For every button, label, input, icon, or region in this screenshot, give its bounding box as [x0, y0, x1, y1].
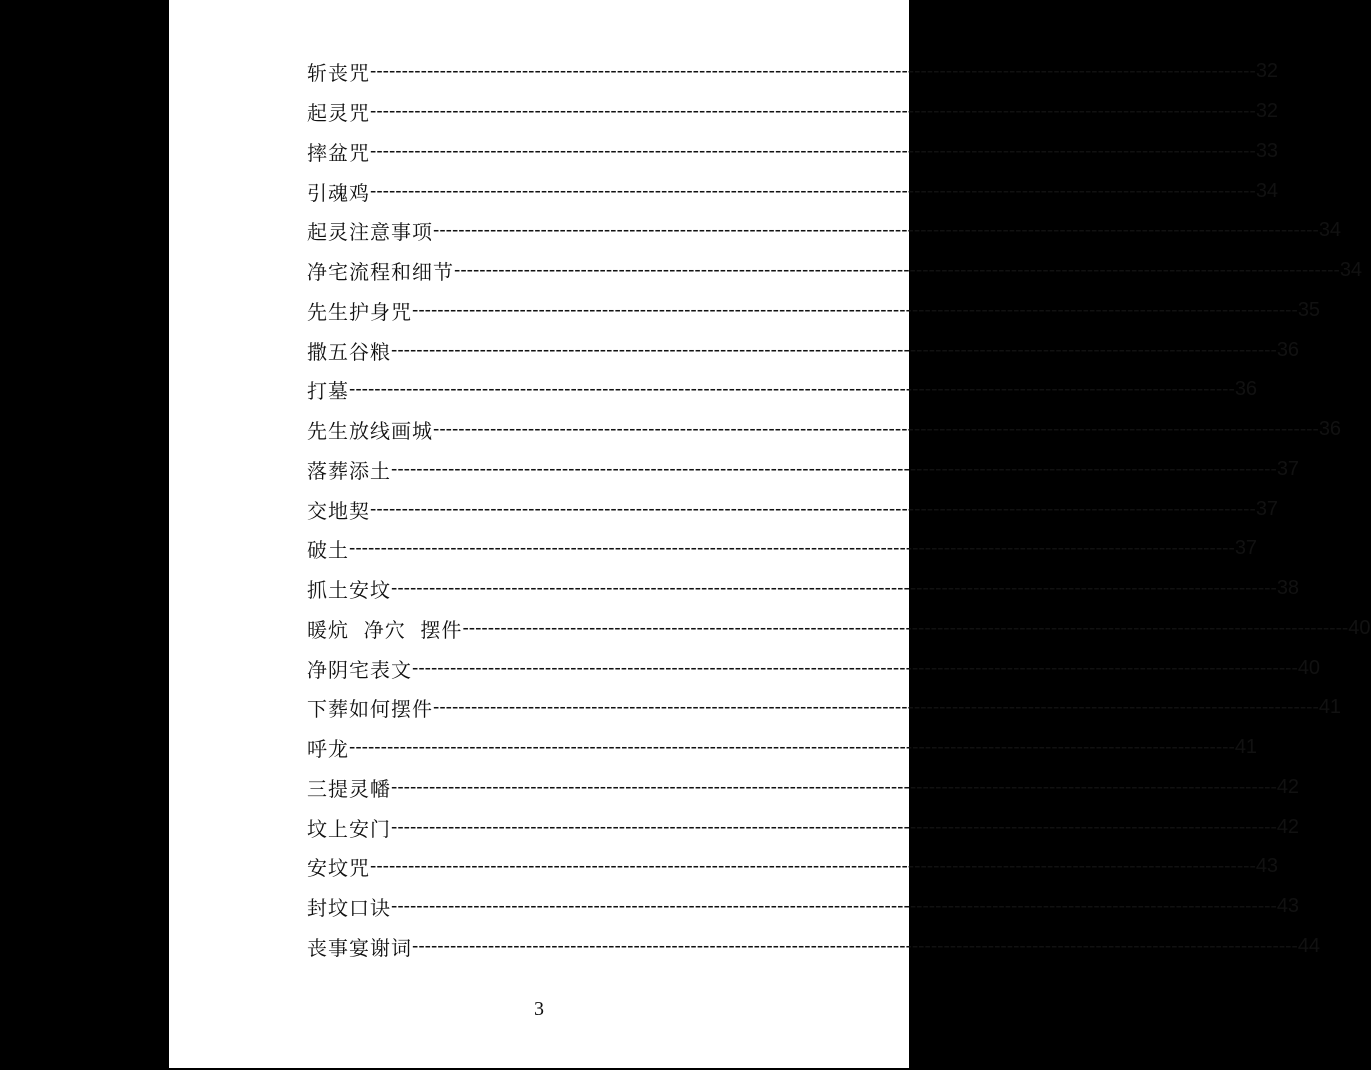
toc-entry-title: 呼龙 — [307, 737, 349, 762]
toc-dot-leader: -------------------------------------------------------------------------------------------------------------------------------------------- — [370, 180, 1256, 202]
toc-entry-title: 摔盆咒 — [307, 140, 370, 165]
toc-dot-leader: -------------------------------------------------------------------------------------------------------------------------------------------- — [370, 61, 1256, 83]
toc-entry-page-number: 34 — [1255, 179, 1279, 202]
toc-entry-title: 落葬添土 — [307, 458, 391, 483]
toc-entry-page-number: 42 — [1276, 815, 1300, 838]
toc-entry[interactable] — [307, 92, 1279, 132]
toc-dot-leader: -------------------------------------------------------------------------------------------------------------------------------------------- — [433, 419, 1319, 441]
toc-dot-leader: -------------------------------------------------------------------------------------------------------------------------------------------- — [462, 617, 1349, 639]
toc-entry-title: 封坟口诀 — [307, 896, 391, 921]
toc-entry-title: 破土 — [307, 538, 349, 563]
toc-dot-leader: -------------------------------------------------------------------------------------------------------------------------------------------- — [391, 776, 1277, 798]
toc-entry-page-number: 43 — [1276, 895, 1300, 918]
toc-entry[interactable] — [307, 648, 1321, 688]
toc-entry-page-number: 44 — [1297, 934, 1321, 957]
toc-entry-title: 斩丧咒 — [307, 61, 370, 86]
toc-entry-title: 引魂鸡 — [307, 180, 370, 205]
toc-entry[interactable] — [307, 768, 1300, 808]
toc-entry-page-number: 34 — [1339, 259, 1363, 282]
toc-entry-title: 起灵咒 — [307, 101, 370, 126]
toc-entry-title: 打墓 — [307, 379, 349, 404]
toc-entry-page-number: 43 — [1255, 855, 1279, 878]
toc-entry-title: 先生护身咒 — [307, 299, 412, 324]
toc-dot-leader: -------------------------------------------------------------------------------------------------------------------------------------------- — [391, 578, 1277, 600]
toc-dot-leader: -------------------------------------------------------------------------------------------------------------------------------------------- — [391, 458, 1277, 480]
toc-dot-leader: -------------------------------------------------------------------------------------------------------------------------------------------- — [370, 101, 1256, 123]
document-page — [169, 0, 1371, 1068]
toc-dot-leader: -------------------------------------------------------------------------------------------------------------------------------------------- — [391, 896, 1277, 918]
toc-dot-leader: -------------------------------------------------------------------------------------------------------------------------------------------- — [349, 538, 1235, 560]
page-number: 3 — [534, 998, 544, 1020]
toc-dot-leader: -------------------------------------------------------------------------------------------------------------------------------------------- — [391, 339, 1277, 361]
toc-entry-page-number: 33 — [1255, 139, 1279, 162]
toc-dot-leader: -------------------------------------------------------------------------------------------------------------------------------------------- — [370, 140, 1256, 162]
toc-entry-title: 安坟咒 — [307, 856, 370, 881]
toc-entry-title: 先生放线画城 — [307, 419, 433, 444]
toc-dot-leader: -------------------------------------------------------------------------------------------------------------------------------------------- — [433, 697, 1319, 719]
toc-entry[interactable] — [307, 927, 1321, 967]
toc-entry[interactable] — [307, 728, 1258, 768]
toc-dot-leader: -------------------------------------------------------------------------------------------------------------------------------------------- — [370, 856, 1256, 878]
toc-entry-page-number: 32 — [1255, 100, 1279, 123]
toc-entry-title: 丧事宴谢词 — [307, 935, 412, 960]
toc-entry-title: 净阴宅表文 — [307, 657, 412, 682]
toc-entry-title: 下葬如何摆件 — [307, 697, 433, 722]
toc-entry[interactable] — [307, 489, 1279, 529]
toc-dot-leader: -------------------------------------------------------------------------------------------------------------------------------------------- — [454, 260, 1340, 282]
toc-entry-title: 暖炕 净穴 摆件 — [307, 617, 463, 642]
toc-entry-page-number: 40 — [1297, 656, 1321, 679]
toc-entry-title: 抓土安坟 — [307, 578, 391, 603]
toc-entry[interactable] — [307, 251, 1363, 291]
toc-entry-page-number: 34 — [1318, 219, 1342, 242]
toc-entry[interactable] — [307, 211, 1342, 251]
toc-entry[interactable] — [307, 291, 1321, 331]
toc-entry-title: 净宅流程和细节 — [307, 260, 454, 285]
toc-entry-page-number: 40 — [1348, 616, 1371, 639]
toc-dot-leader: -------------------------------------------------------------------------------------------------------------------------------------------- — [391, 816, 1277, 838]
toc-dot-leader: -------------------------------------------------------------------------------------------------------------------------------------------- — [412, 299, 1298, 321]
toc-entry-page-number: 36 — [1234, 378, 1258, 401]
toc-entry[interactable] — [307, 887, 1300, 927]
toc-entry-page-number: 37 — [1234, 537, 1258, 560]
toc-entry[interactable] — [307, 370, 1258, 410]
toc-dot-leader: -------------------------------------------------------------------------------------------------------------------------------------------- — [349, 379, 1235, 401]
toc-entry[interactable] — [307, 529, 1258, 569]
toc-entry-page-number: 41 — [1318, 696, 1342, 719]
toc-entry[interactable] — [307, 132, 1279, 172]
toc-entry[interactable] — [307, 450, 1300, 490]
toc-entry-title: 撒五谷粮 — [307, 339, 391, 364]
toc-entry-page-number: 42 — [1276, 775, 1300, 798]
toc-entry-page-number: 41 — [1234, 736, 1258, 759]
toc-entry-page-number: 32 — [1255, 60, 1279, 83]
toc-entry-page-number: 35 — [1297, 298, 1321, 321]
toc-entry[interactable] — [307, 609, 1371, 649]
toc-dot-leader: -------------------------------------------------------------------------------------------------------------------------------------------- — [433, 220, 1319, 242]
toc-entry-title: 交地契 — [307, 498, 370, 523]
toc-entry[interactable] — [307, 569, 1300, 609]
toc-entry[interactable] — [307, 688, 1342, 728]
toc-entry-title: 起灵注意事项 — [307, 220, 433, 245]
toc-entry[interactable] — [307, 807, 1300, 847]
toc-entry[interactable] — [307, 330, 1300, 370]
toc-entry[interactable] — [307, 410, 1342, 450]
toc-entry-page-number: 37 — [1255, 497, 1279, 520]
toc-entry[interactable] — [307, 52, 1279, 92]
toc-dot-leader: -------------------------------------------------------------------------------------------------------------------------------------------- — [349, 737, 1235, 759]
toc-dot-leader: -------------------------------------------------------------------------------------------------------------------------------------------- — [412, 935, 1298, 957]
toc-entry-title: 坟上安门 — [307, 816, 391, 841]
toc-entry-page-number: 36 — [1318, 418, 1342, 441]
toc-entry-title: 三提灵幡 — [307, 776, 391, 801]
toc-entry-page-number: 38 — [1276, 577, 1300, 600]
toc-entry-page-number: 36 — [1276, 338, 1300, 361]
toc-entry[interactable] — [307, 847, 1279, 887]
table-of-contents — [307, 52, 1371, 966]
toc-entry[interactable] — [307, 171, 1279, 211]
toc-dot-leader: -------------------------------------------------------------------------------------------------------------------------------------------- — [412, 657, 1298, 679]
toc-dot-leader: -------------------------------------------------------------------------------------------------------------------------------------------- — [370, 498, 1256, 520]
toc-entry-page-number: 37 — [1276, 457, 1300, 480]
